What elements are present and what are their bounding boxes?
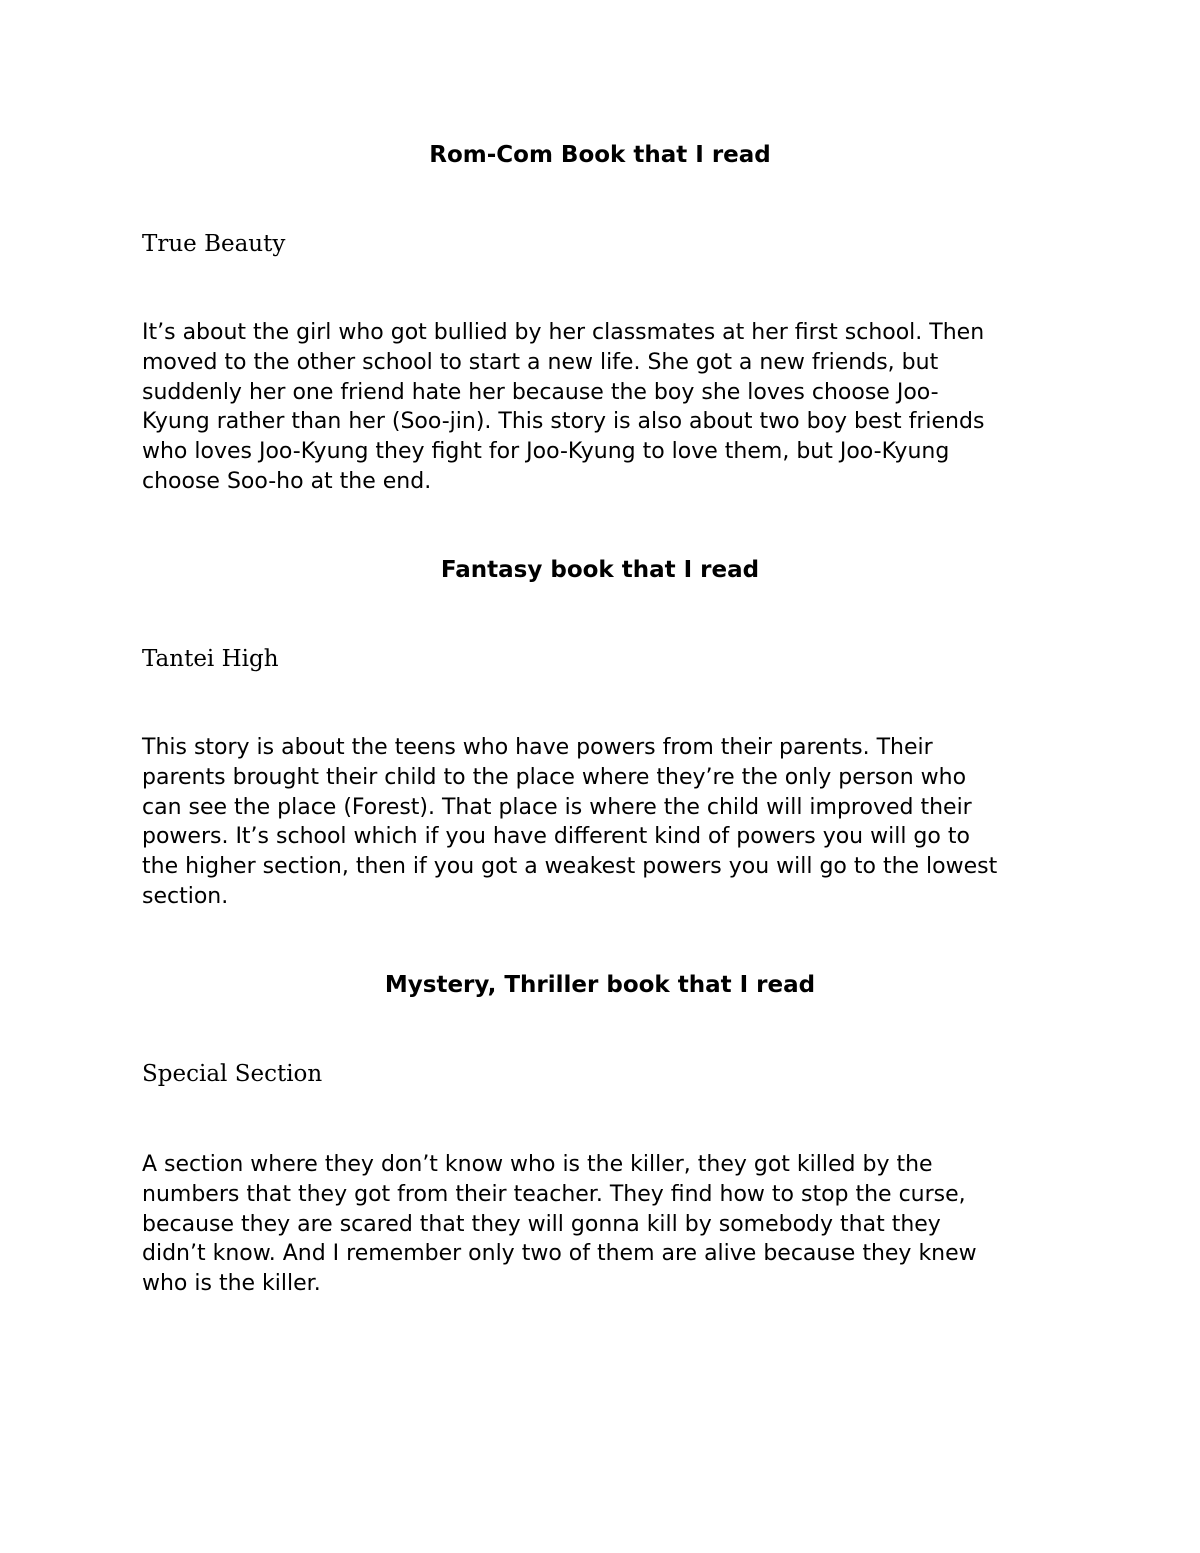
summary-line: section. [142, 883, 229, 909]
summary-line: suddenly her one friend hate her because the boy she loves choose Joo- [142, 379, 939, 405]
summary-line: It’s about the girl who got bullied by her classmates at her first school. Then [142, 320, 985, 345]
summary-line: who loves Joo-Kyung they fight for Joo-Kyung to love them, but Joo-Kyung [142, 439, 950, 465]
summary-line: numbers that they got from their teacher. They find how to stop the curse, [142, 1181, 966, 1207]
summary-line: who is the killer. [142, 1271, 321, 1297]
summary-line: Kyung rather than her (Soo-jin). This story is also about two boy best friends [142, 409, 985, 435]
summary-line: moved to the other school to start a new life. She got a new friends, but [142, 349, 939, 375]
section-heading-romcom: Rom-Com Book that I read [429, 142, 771, 168]
book-summary-true-beauty [142, 318, 1058, 497]
section-heading-mystery-thriller: Mystery, Thriller book that I read [384, 972, 816, 998]
summary-line: This story is about the teens who have powers from their parents. Their [142, 735, 933, 760]
book-title-special-section: Special Section [142, 1061, 323, 1087]
summary-line: A section where they don’t know who is the killer, they got killed by the [142, 1152, 933, 1177]
summary-line: can see the place (Forest). That place is where the child will improved their [142, 794, 972, 820]
book-title-true-beauty: True Beauty [142, 231, 286, 257]
summary-line: the higher section, then if you got a weakest powers you will go to the lowest [142, 854, 998, 880]
book-summary-tantei-high [142, 733, 1058, 912]
summary-line: parents brought their child to the place where they’re the only person who [142, 764, 967, 790]
summary-line: powers. It’s school which if you have different kind of powers you will go to [142, 824, 970, 850]
book-summary-special-section [142, 1150, 1058, 1299]
summary-line: choose Soo-ho at the end. [142, 468, 432, 494]
book-title-tantei-high: Tantei High [142, 646, 279, 672]
summary-line: didn’t know. And I remember only two of them are alive because they knew [142, 1241, 977, 1267]
section-heading-fantasy: Fantasy book that I read [440, 557, 760, 583]
summary-line: because they are scared that they will gonna kill by somebody that they [142, 1211, 941, 1237]
